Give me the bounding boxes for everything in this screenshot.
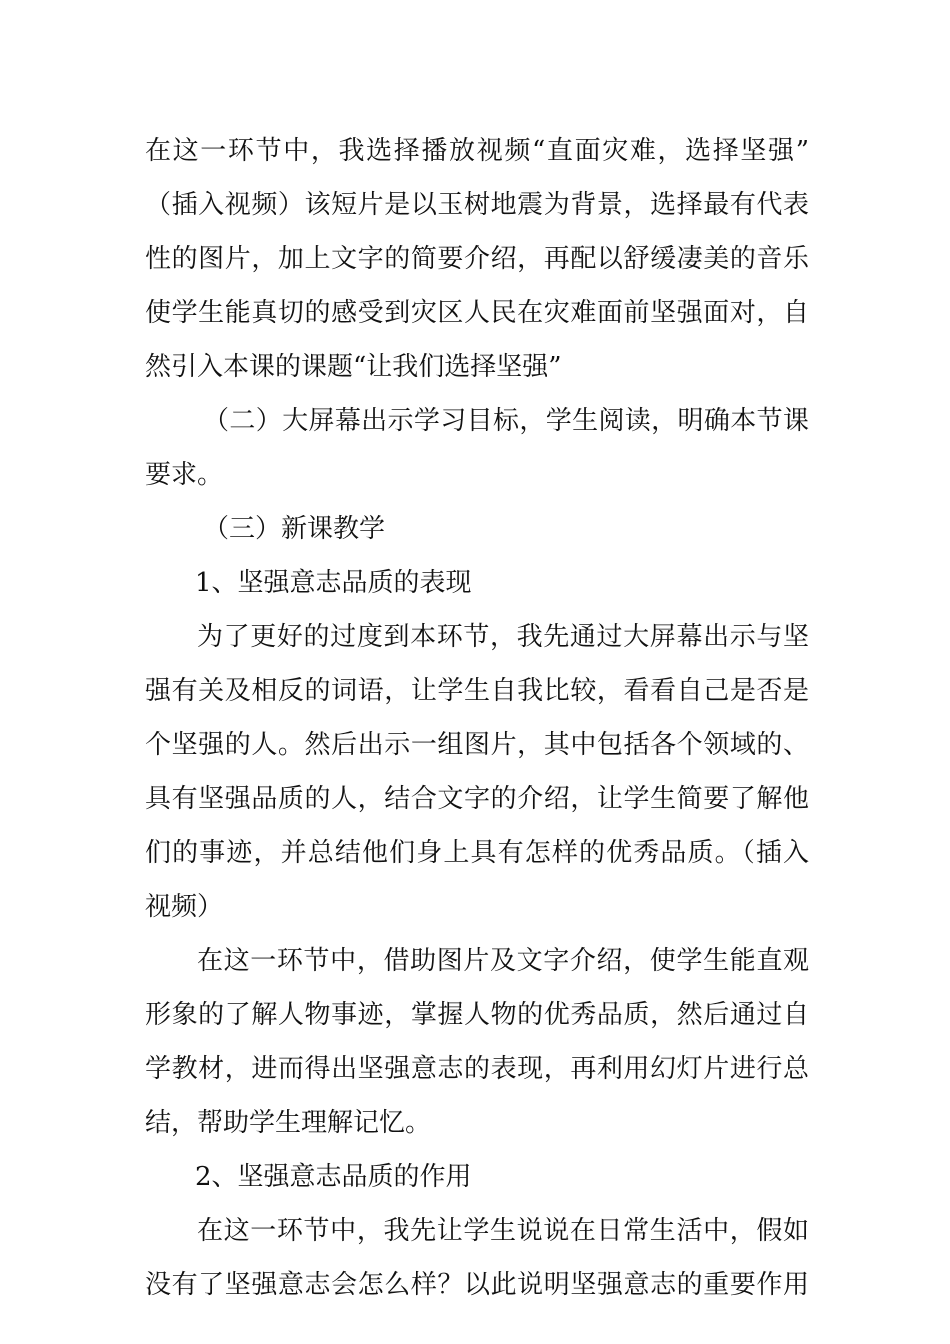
text-line: 形象的了解人物事迹，掌握人物的优秀品质，然后通过自 [145,1000,809,1030]
text-line: 使学生能真切的感受到灾区人民在灾难面前坚强面对，自 [145,298,809,328]
text-line: 们的事迹，并总结他们身上具有怎样的优秀品质。（插入 [145,838,809,868]
text-line: 强有关及相反的词语，让学生自我比较，看看自己是否是 [145,676,809,706]
document-body [145,124,809,1312]
text-line: 视频） [145,892,224,922]
text-line: 没有了坚强意志会怎么样？以此说明坚强意志的重要作用 [145,1270,809,1300]
text-line: 具有坚强品质的人，结合文字的介绍，让学生简要了解他 [145,784,809,814]
text-line: 在这一环节中，借助图片及文字介绍，使学生能直观 [197,946,809,976]
text-line: 个坚强的人。然后出示一组图片，其中包括各个领域的、 [145,730,809,760]
text-line: 性的图片，加上文字的简要介绍，再配以舒缓凄美的音乐 [145,244,809,274]
section-heading-3: （三）新课教学 [203,514,386,544]
text-line: 结，帮助学生理解记忆。 [145,1108,432,1138]
section-heading-2: （二）大屏幕出示学习目标，学生阅读，明确本节课 [203,406,809,436]
subsection-heading-1: 1、坚强意志品质的表现 [195,568,472,598]
subsection-heading-2: 2、坚强意志品质的作用 [195,1162,472,1192]
text-line: 为了更好的过度到本环节，我先通过大屏幕出示与坚 [197,622,809,652]
text-line: 要求。 [145,460,224,490]
text-line: 然引入本课的课题“让我们选择坚强” [145,352,562,382]
text-line: （插入视频）该短片是以玉树地震为背景，选择最有代表 [145,190,809,220]
text-line: 学教材，进而得出坚强意志的表现，再利用幻灯片进行总 [145,1054,809,1084]
text-line: 在这一环节中，我先让学生说说在日常生活中，假如 [197,1216,809,1246]
text-line: 在这一环节中，我选择播放视频“直面灾难，选择坚强” [145,136,809,166]
